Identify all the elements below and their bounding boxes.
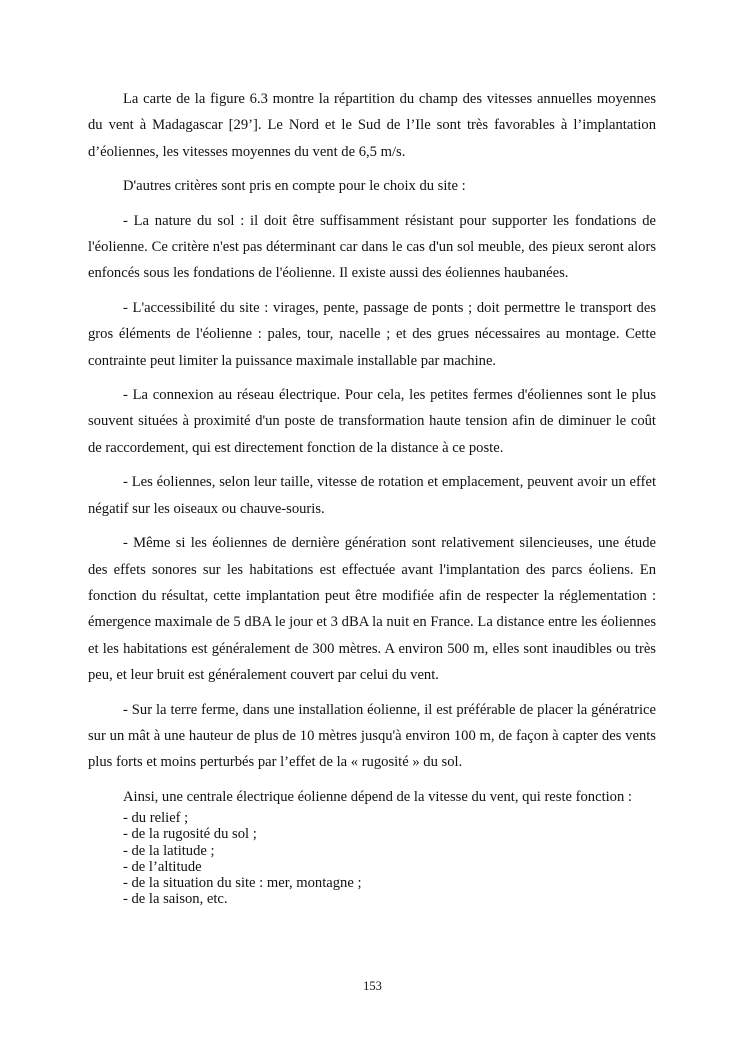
paragraph-wind-map: La carte de la figure 6.3 montre la répartition du champ des vitesses annuelles moyennes du vent à Madagascar [29’]. Le Nord et le Sud de l’Ile sont très favorables à l’implantation d’éoliennes, les vitesses moyennes du vent de 6,5 m/s.	[88, 91, 656, 160]
list-item: - de la latitude ;	[123, 842, 215, 859]
page-body	[88, 86, 656, 907]
list-item: - de la saison, etc.	[123, 891, 228, 908]
list-item: - de la situation du site : mer, montagne ;	[123, 874, 362, 891]
paragraph-soil-nature: - La nature du sol : il doit être suffisamment résistant pour supporter les fondations de l'éolienne. Ce critère n'est pas déterminant car dans le cas d'un sol meuble, des pieux seront alors enfoncés sous les fondations de l'éolienne. Il existe aussi des éoliennes haubanées.	[88, 212, 656, 282]
list-item: - de l’altitude	[123, 858, 202, 875]
wind-factors-list	[123, 810, 656, 907]
paragraph-noise-study: - Même si les éoliennes de dernière génération sont relativement silencieuses, une étude des effets sonores sur les habitations est effectuée avant l'implantation des parcs éoliens. En fonction du résultat, cette implantation peut être modifiée afin de respecter la réglementation : émergence maximale de 5 dBA le jour et 3 dBA la nuit en France. La distance entre les éoliennes et les habitations est généralement de 300 mètres. A environ 500 m, elles sont inaudibles ou très peu, et leur bruit est généralement couvert par celui du vent.	[88, 535, 656, 684]
paragraph-mast-height: - Sur la terre ferme, dans une installation éolienne, il est préférable de placer la génératrice sur un mât à une hauteur de plus de 10 mètres jusqu'à environ 100 m, de façon à capter des vents plus forts et moins perturbés par l’effet de la « rugosité » du sol.	[88, 701, 656, 771]
paragraph-grid-connection: - La connexion au réseau électrique. Pour cela, les petites fermes d'éoliennes sont le plus souvent situées à proximité d'un poste de transformation haute tension afin de diminuer le coût de raccordement, qui est directement fonction de la distance à ce poste.	[88, 387, 656, 456]
paragraph-site-access: - L'accessibilité du site : virages, pente, passage de ponts ; doit permettre le transport des gros éléments de l'éolienne : pales, tour, nacelle ; et des grues nécessaires au montage. Cette contrainte peut limiter la puissance maximale installable par machine.	[88, 299, 656, 369]
paragraph-wind-dependency: Ainsi, une centrale électrique éolienne dépend de la vitesse du vent, qui reste fonction :	[123, 788, 632, 805]
page-number: 153	[363, 979, 382, 993]
list-item: - du relief ;	[123, 810, 189, 827]
paragraph-birds-impact: - Les éoliennes, selon leur taille, vitesse de rotation et emplacement, peuvent avoir un effet négatif sur les oiseaux ou chauve-souris.	[88, 474, 656, 517]
paragraph-other-criteria: D'autres critères sont pris en compte pour le choix du site :	[123, 178, 466, 195]
list-item: - de la rugosité du sol ;	[123, 826, 257, 843]
